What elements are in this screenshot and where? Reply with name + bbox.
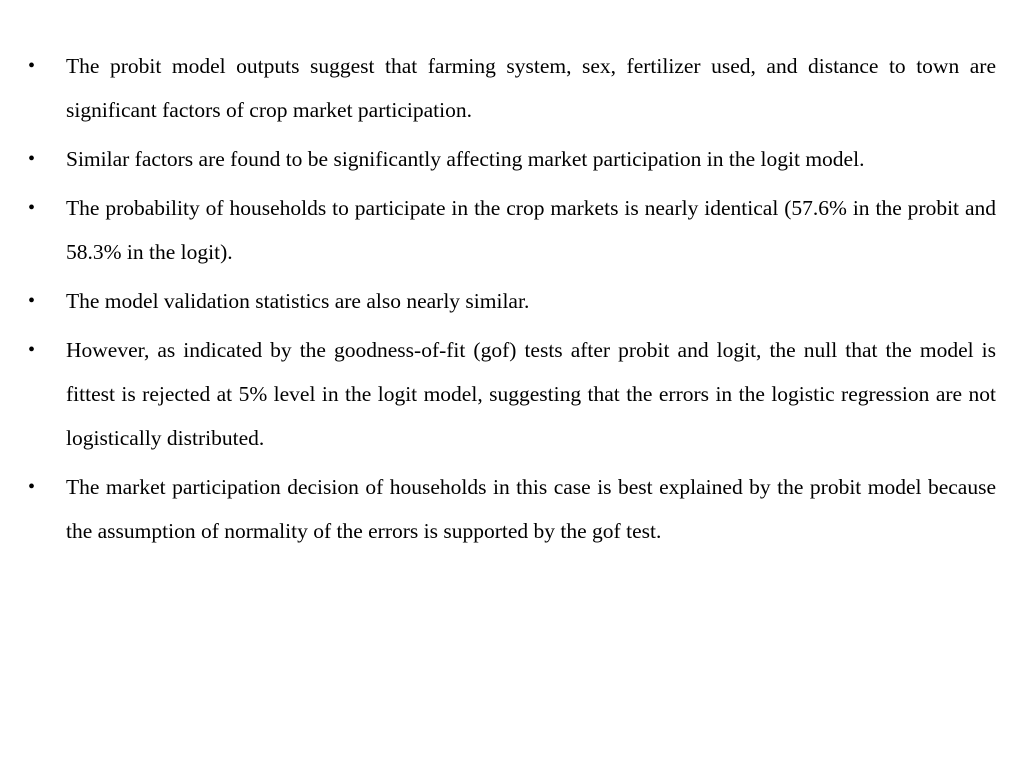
bullet-marker: • [28, 476, 36, 498]
bullet-item [28, 44, 996, 132]
bullet-text: The probit model outputs suggest that farming system, sex, fertilizer used, and distance to town are significant factors of crop market participation. [66, 54, 996, 122]
bullet-marker: • [28, 197, 36, 219]
bullet-text: The model validation statistics are also nearly similar. [66, 289, 530, 313]
bullet-text: However, as indicated by the goodness-of-fit (gof) tests after probit and logit, the null that the model is fittest is rejected at 5% level in the logit model, suggesting that the errors in the logistic regression are not logistically distributed. [66, 338, 996, 450]
bullet-item [28, 328, 996, 460]
bullet-marker: • [28, 339, 36, 361]
bullet-item [28, 465, 996, 553]
bullet-text: The market participation decision of households in this case is best explained by the probit model because the assumption of normality of the errors is supported by the gof test. [66, 475, 996, 543]
bullet-marker: • [28, 290, 36, 312]
bullet-item [28, 279, 996, 323]
bullet-item [28, 137, 996, 181]
bullet-list [28, 44, 996, 553]
bullet-item [28, 186, 996, 274]
bullet-marker: • [28, 148, 36, 170]
bullet-marker: • [28, 55, 36, 77]
bullet-text: The probability of households to participate in the crop markets is nearly identical (57.6% in the probit and 58.3% in the logit). [66, 196, 996, 264]
bullet-text: Similar factors are found to be significantly affecting market participation in the logit model. [66, 147, 865, 171]
